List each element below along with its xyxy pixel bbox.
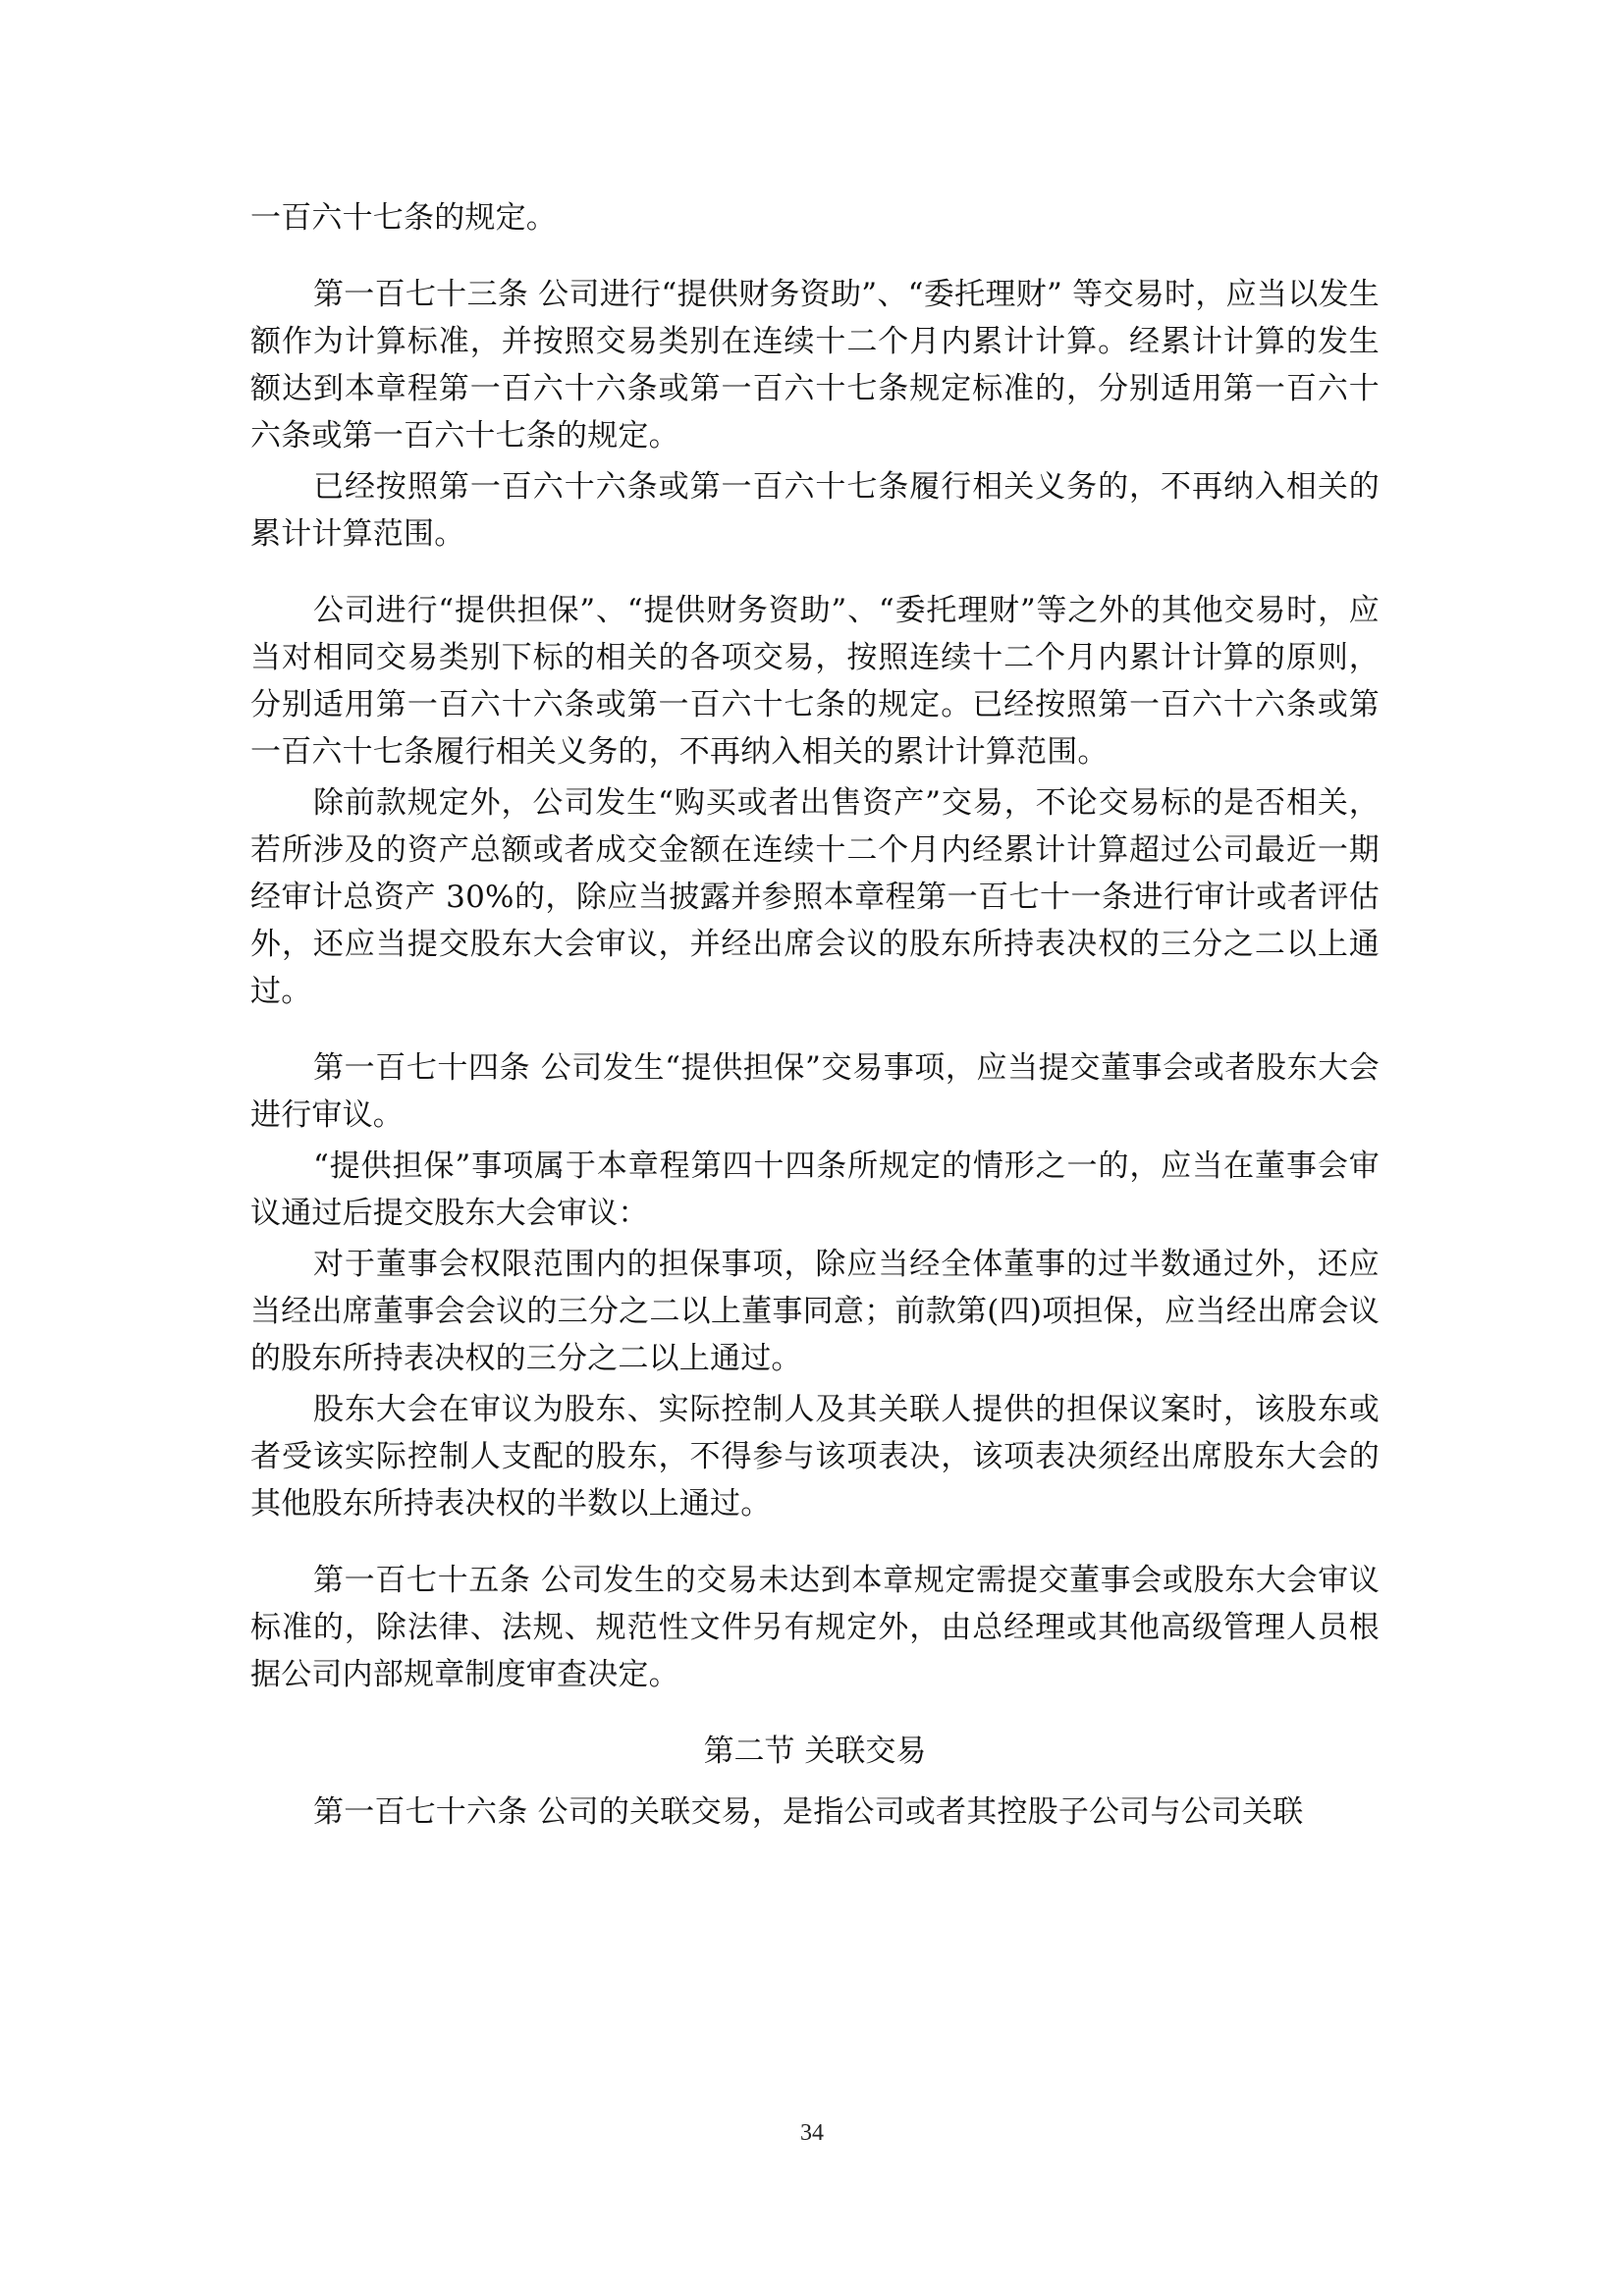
- article-176: 第一百七十六条 公司的关联交易，是指公司或者其控股子公司与公司关联: [313, 1794, 1304, 1830]
- article-173-clause-3: 公司进行“提供担保”、“提供财务资助”、“委托理财”等之外的其他交易时，应当对相同交易类别下标的相关的各项交易，按照连续十二个月内累计计算的原则，分别适用第一百六十六条或第一百六十七条的规定。已经按照第一百六十六条或第一百六十七条履行相关义务的，不再纳入相关的累计计算范围。: [250, 593, 1380, 770]
- article-173-clause-2: 已经按照第一百六十六条或第一百六十七条履行相关义务的，不再纳入相关的累计计算范围。: [250, 469, 1380, 552]
- article-173: 第一百七十三条 公司进行“提供财务资助”、“委托理财” 等交易时，应当以发生额作为计算标准，并按照交易类别在连续十二个月内累计计算。经累计计算的发生额达到本章程第一百六十六条或第一百六十七条规定标准的，分别适用第一百六十六条或第一百六十七条的规定。: [250, 277, 1380, 454]
- article-174-clause-2: “提供担保”事项属于本章程第四十四条所规定的情形之一的，应当在董事会审议通过后提交股东大会审议：: [250, 1148, 1380, 1231]
- article-175: 第一百七十五条 公司发生的交易未达到本章规定需提交董事会或股东大会审议标准的，除法律、法规、规范性文件另有规定外，由总经理或其他高级管理人员根据公司内部规章制度审查决定。: [250, 1563, 1380, 1692]
- article-173-clause-4: 除前款规定外，公司发生“购买或者出售资产”交易，不论交易标的是否相关，若所涉及的资产总额或者成交金额在连续十二个月内经累计计算超过公司最近一期经审计总资产 30%的，除应当披露并参照本章程第一百七十一条进行审计或者评估外，还应当提交股东大会审议，并经出席会议的股东所持表决权的三分之二以上通过。: [250, 785, 1380, 1009]
- article-174-clause-4: 股东大会在审议为股东、实际控制人及其关联人提供的担保议案时，该股东或者受该实际控制人支配的股东，不得参与该项表决，该项表决须经出席股东大会的其他股东所持表决权的半数以上通过。: [250, 1392, 1380, 1522]
- paragraph-continuation: 一百六十七条的规定。: [250, 200, 557, 236]
- article-174-clause-3: 对于董事会权限范围内的担保事项，除应当经全体董事的过半数通过外，还应当经出席董事会会议的三分之二以上董事同意；前款第(四)项担保，应当经出席会议的股东所持表决权的三分之二以上通过。: [250, 1247, 1380, 1376]
- article-174: 第一百七十四条 公司发生“提供担保”交易事项，应当提交董事会或者股东大会进行审议。: [250, 1050, 1380, 1133]
- page-body: [250, 194, 1380, 1836]
- page-number: 34: [800, 2120, 824, 2146]
- section-heading: 第二节 关联交易: [703, 1734, 927, 1769]
